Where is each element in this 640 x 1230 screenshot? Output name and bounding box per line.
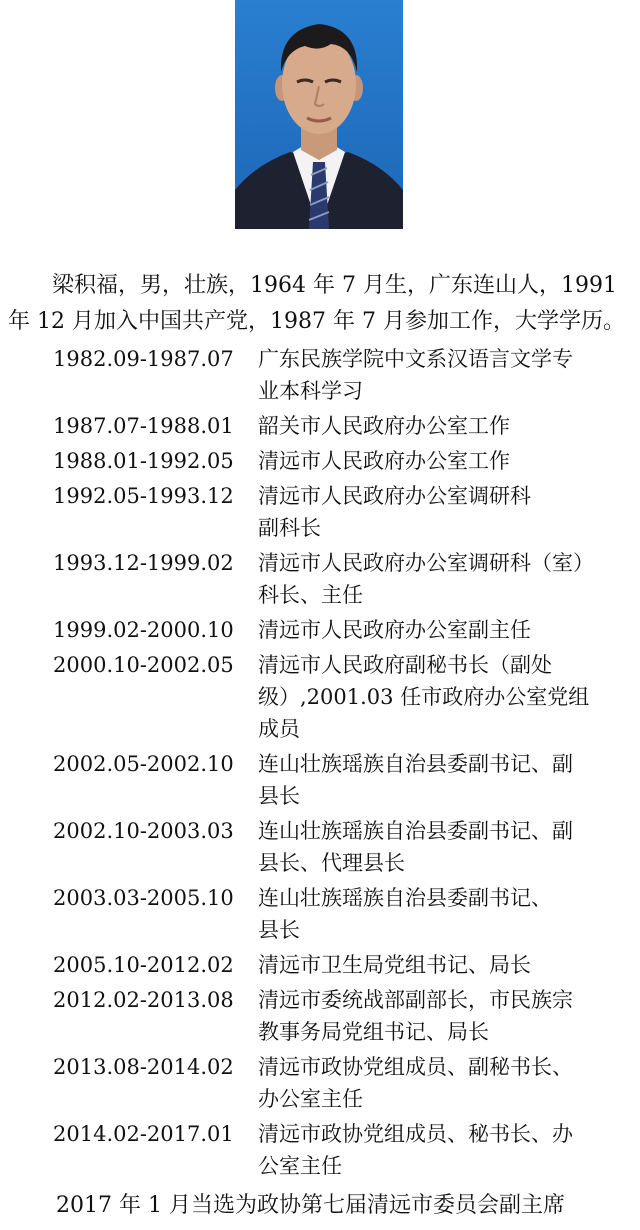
timeline-entry — [0, 614, 640, 646]
timeline-description-line: 科长、主任 — [258, 583, 363, 607]
timeline-description-line: 副科长 — [258, 516, 321, 540]
closing-statement: 2017 年 1 月当选为政协第七届清远市委员会副主席 — [56, 1193, 565, 1218]
timeline-description — [258, 343, 628, 407]
timeline-description-line: 清远市政协党组成员、秘书长、办 — [258, 1122, 573, 1146]
timeline-description-line: 县长 — [258, 918, 300, 942]
timeline-description-line: 清远市委统战部副部长，市民族宗 — [258, 988, 573, 1012]
timeline-period: 2002.10-2003.03 — [53, 819, 234, 843]
timeline-description-line: 清远市人民政府办公室副主任 — [258, 618, 531, 642]
timeline-entry — [0, 949, 640, 981]
timeline-entry — [0, 480, 640, 544]
person-portrait-icon — [235, 0, 403, 229]
timeline-description-line: 连山壮族瑶族自治县委副书记、副 — [258, 752, 573, 776]
timeline-description — [258, 410, 628, 442]
intro-line-1: 梁积福，男，壮族，1964 年 7 月生，广东连山人，1991 — [52, 273, 617, 298]
timeline-description-line: 清远市人民政府办公室调研科（室） — [258, 551, 594, 575]
timeline-period: 2005.10-2012.02 — [53, 953, 234, 977]
timeline-period: 1988.01-1992.05 — [53, 449, 234, 473]
timeline-period: 1992.05-1993.12 — [53, 484, 234, 508]
timeline-entry — [0, 410, 640, 442]
timeline-description-line: 业本科学习 — [258, 379, 363, 403]
timeline-period: 2013.08-2014.02 — [53, 1055, 234, 1079]
intro-line-2: 年 12 月加入中国共产党，1987 年 7 月参加工作，大学学历。 — [8, 309, 625, 334]
career-timeline — [0, 340, 640, 1182]
timeline-description-line: 清远市政协党组成员、副秘书长、 — [258, 1055, 573, 1079]
timeline-period: 2012.02-2013.08 — [53, 988, 234, 1012]
timeline-description-line: 教事务局党组书记、局长 — [258, 1020, 489, 1044]
timeline-description — [258, 480, 628, 544]
timeline-period: 1987.07-1988.01 — [53, 414, 234, 438]
timeline-description — [258, 882, 628, 946]
timeline-entry — [0, 1118, 640, 1182]
timeline-description-line: 广东民族学院中文系汉语言文学专 — [258, 347, 573, 371]
timeline-description-line: 连山壮族瑶族自治县委副书记、副 — [258, 819, 573, 843]
intro-paragraph — [8, 268, 632, 340]
timeline-description-line: 成员 — [258, 717, 300, 741]
timeline-description-line: 韶关市人民政府办公室工作 — [258, 414, 510, 438]
timeline-description-line: 县长 — [258, 784, 300, 808]
timeline-description — [258, 1051, 628, 1115]
timeline-description — [258, 1118, 628, 1182]
timeline-entry — [0, 649, 640, 745]
timeline-period: 1999.02-2000.10 — [53, 618, 234, 642]
timeline-entry — [0, 815, 640, 879]
timeline-description-line: 连山壮族瑶族自治县委副书记、 — [258, 886, 552, 910]
timeline-entry — [0, 1051, 640, 1115]
timeline-period: 1993.12-1999.02 — [53, 551, 234, 575]
timeline-entry — [0, 882, 640, 946]
timeline-description — [258, 547, 628, 611]
timeline-description — [258, 649, 628, 745]
timeline-description-line: 清远市人民政府办公室工作 — [258, 449, 510, 473]
timeline-description-line: 公室主任 — [258, 1154, 342, 1178]
timeline-period: 2003.03-2005.10 — [53, 886, 234, 910]
timeline-period: 2000.10-2002.05 — [53, 653, 234, 677]
portrait-photo — [235, 0, 403, 229]
timeline-period: 2002.05-2002.10 — [53, 752, 234, 776]
timeline-description — [258, 748, 628, 812]
timeline-period: 2014.02-2017.01 — [53, 1122, 234, 1146]
timeline-description-line: 级）,2001.03 任市政府办公室党组 — [258, 685, 590, 709]
timeline-description-line: 清远市卫生局党组书记、局长 — [258, 953, 531, 977]
timeline-description — [258, 815, 628, 879]
timeline-entry — [0, 343, 640, 407]
timeline-entry — [0, 445, 640, 477]
timeline-description — [258, 445, 628, 477]
timeline-description-line: 办公室主任 — [258, 1087, 363, 1111]
timeline-description-line: 清远市人民政府副秘书长（副处 — [258, 653, 552, 677]
timeline-description — [258, 949, 628, 981]
timeline-description-line: 清远市人民政府办公室调研科 — [258, 484, 531, 508]
timeline-description — [258, 614, 628, 646]
timeline-entry — [0, 547, 640, 611]
timeline-entry — [0, 984, 640, 1048]
timeline-description-line: 县长、代理县长 — [258, 851, 405, 875]
timeline-period: 1982.09-1987.07 — [53, 347, 234, 371]
timeline-entry — [0, 748, 640, 812]
timeline-description — [258, 984, 628, 1048]
